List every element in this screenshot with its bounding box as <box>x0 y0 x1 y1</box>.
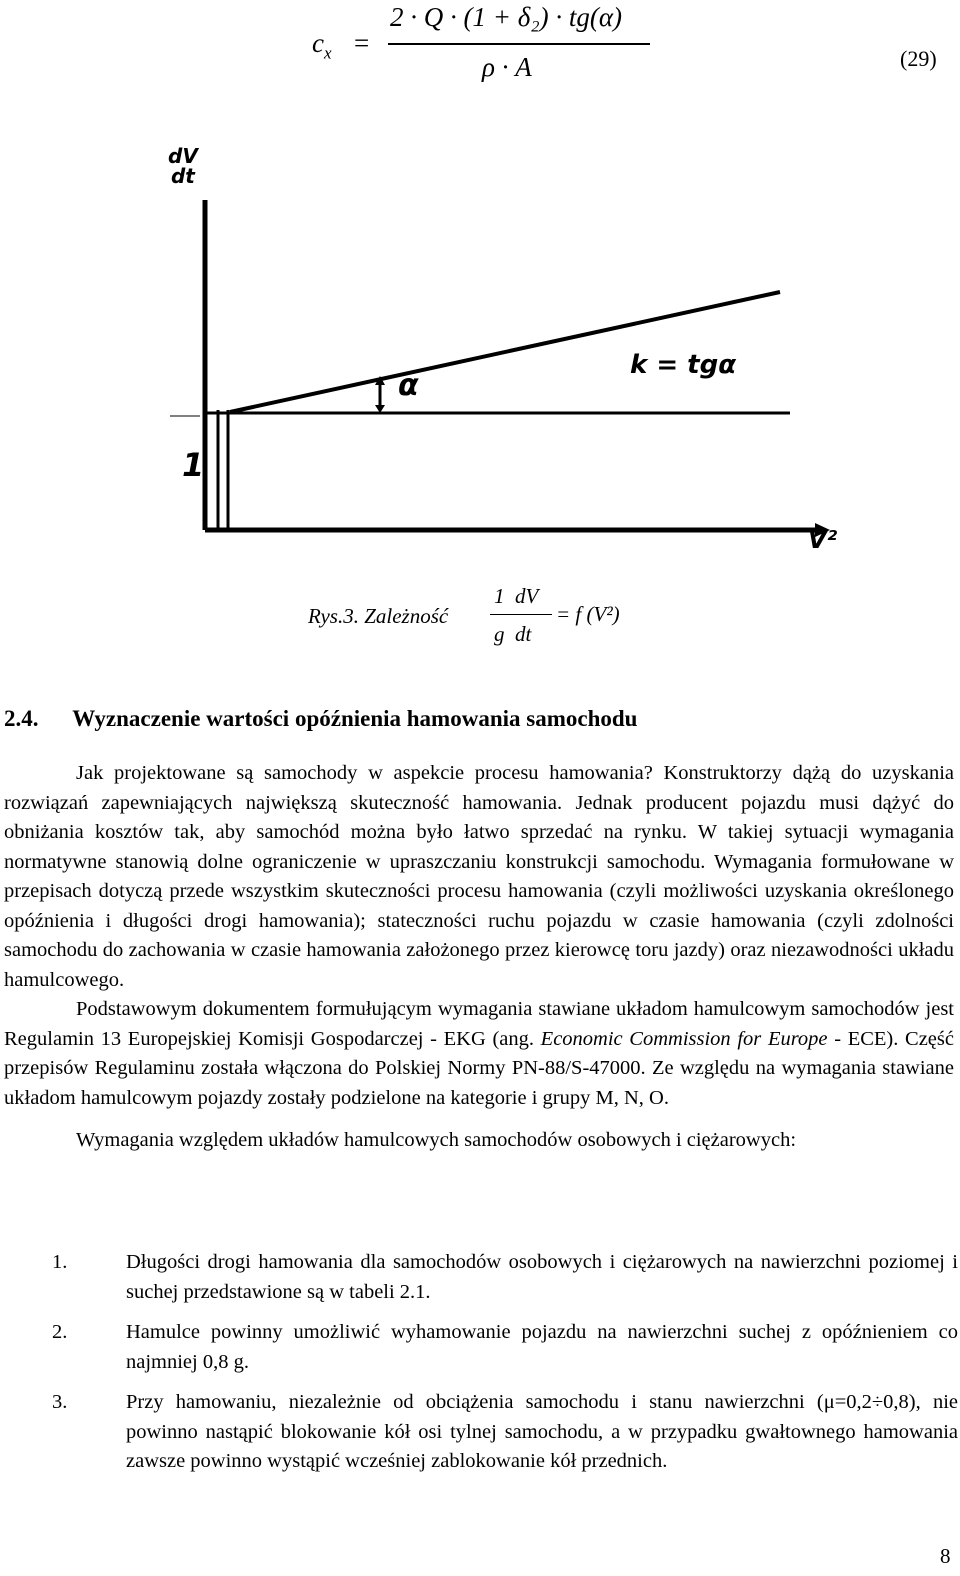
paragraph-3: Wymagania względem układów hamulcowych samochodów osobowych i ciężarowych: <box>76 1129 797 1151</box>
caption-rhs: = f (V²) <box>556 602 620 626</box>
list-item: 1. Długości drogi hamowania dla samochodów osobowych i ciężarowych na nawierzchni poziomej i suchej przedstawione są w tabeli 2.1. <box>52 1251 958 1303</box>
y-axis-label: dV dt <box>168 144 198 188</box>
caption-frac-bar <box>490 614 552 615</box>
body-text <box>4 759 954 1156</box>
paragraph-1: Jak projektowane są samochody w aspekcie procesu hamowania? Konstruktorzy dążą do uzyskania rozwiązań zapewniających największą skuteczność hamowania. Jednak producent pojazdu musi dążyć do obniżania kosztów tak, aby samochód można było łatwo sprzedać na rynku. W takiej sytuacji wymagania normatywne stanowią dolne ograniczenie w upraszczaniu konstrukcji samochodu. Wymagania formułowane w przepisach dotyczą przede wszystkim skuteczności procesu hamowania (czyli możliwości uzyskania określonego opóźnienia i długości drogi hamowania); stateczności ruchu pojazdu w czasie hamowania (czyli zdolności samochodu do zachowania w czasie hamowania założonego przez kierowcę toru jazdy) oraz niezawodności układu hamulcowego. <box>4 762 954 991</box>
x-axis-label: V² <box>808 526 838 554</box>
equation-number: (29) <box>900 46 937 71</box>
intercept-label: 1 <box>182 446 205 484</box>
section-heading <box>4 706 904 732</box>
section-number: 2.4. <box>4 706 39 731</box>
paragraph-2: Podstawowym dokumentem formułującym wymagania stawiane układom hamulcowym samochodów jest Regulamin 13 Europejskiej Komisji Gospodarczej - EKG (ang. Economic Commission for Europe - ECE). Część przepisów Regulaminu została włączona do Polskiej Normy PN-88/S-47000. Ze względu na wymagania stawiane układom hamulcowym pojazdy zostały podzielone na kategorie i grupy M, N, O. <box>4 998 954 1109</box>
angle-label: α <box>398 368 419 403</box>
list-item: 3. Przy hamowaniu, niezależnie od obciążenia samochodu i stanu nawierzchni (μ=0,2÷0,8), nie powinno nastąpić blokowanie kół osi tylnej samochodu, a w przypadku gwałtownego hamowania zawsze powinno wystąpić wcześniej zablokowanie kół przednich. <box>52 1391 958 1472</box>
caption-frac-den: g dt <box>494 622 532 646</box>
formula-equals: = <box>354 28 370 58</box>
formula-fraction-bar <box>388 43 650 45</box>
caption-prefix: Rys.3. Zależność <box>308 604 449 628</box>
paragraph-2-italic: Economic Commission for Europe <box>540 1027 828 1050</box>
formula-denominator: ρ · A <box>482 52 532 82</box>
formula-numerator: 2 · Q · (1 + δ₂) · tg(α) <box>390 2 623 32</box>
caption-frac-num: 1 dV <box>494 584 539 608</box>
formula-lhs: $c_x$ <box>312 28 332 63</box>
figure-deceleration-graph <box>150 140 850 570</box>
slope-label: k = tgα <box>630 350 737 380</box>
figure-caption <box>308 584 668 654</box>
formula-29 <box>310 0 670 100</box>
requirements-list <box>4 1248 958 1518</box>
list-item: 2. Hamulce powinny umożliwić wyhamowanie pojazdu na nawierzchni suchej z opóźnieniem co najmniej 0,8 g. <box>52 1321 958 1373</box>
section-title: Wyznaczenie wartości opóźnienia hamowania samochodu <box>72 706 638 731</box>
page-number: 8 <box>940 1544 951 1568</box>
